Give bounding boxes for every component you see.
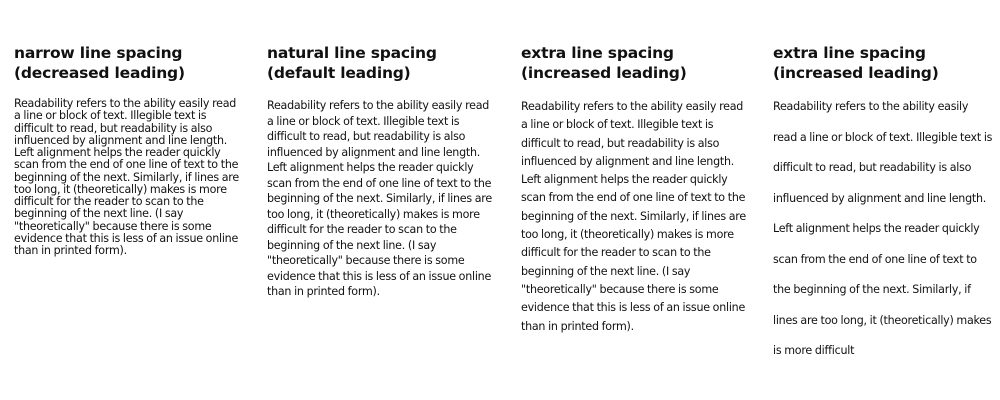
sample-paragraph: Readability refers to the ability easily read a line or block of text. Illegible text is difficult to read, but readability is also influenced by alignment and line length. Left alignment helps the reader quickly scan from the end of one line of text to the beginning of the next. Similarly, if lines are too long, it (theoretically) makes is more difficult for the reader to scan to the beginning of the next line. (I say "theoretically" because there is some evidence that this is less of an issue online than in printed form). [14, 97, 239, 257]
sample-paragraph: Readability refers to the ability easily read a line or block of text. Illegible text is difficult to read, but readability is also influenced by alignment and line length. Left alignment helps the reader quickly scan from the end of one line of text to the beginning of the next. Similarly, if lines are too long, it (theoretically) makes is more difficult for the reader to scan to the beginning of the next line. (I say "theoretically" because there is some evidence that this is less of an issue online than in printed form). [267, 99, 492, 298]
heading-line-1: extra line spacing [773, 44, 926, 62]
heading-line-2: (decreased leading) [14, 63, 185, 82]
column-heading [267, 44, 495, 83]
column-extra-spacing [521, 44, 749, 336]
column-extra-spacing-wide [773, 44, 995, 367]
heading-line-1: extra line spacing [521, 44, 674, 62]
column-heading [14, 44, 242, 83]
column-narrow-spacing [14, 44, 242, 257]
heading-line-1: narrow line spacing [14, 44, 183, 62]
heading-line-2: (increased leading) [521, 63, 687, 82]
column-heading [521, 44, 749, 83]
column-heading [773, 44, 995, 83]
sample-paragraph: Readability refers to the ability easily read a line or block of text. Illegible text is difficult to read, but readability is also influenced by alignment and line length. Left alignment helps the reader quickly scan from the end of one line of text to the beginning of the next. Similarly, if lines are too long, it (theoretically) makes is more difficult for the reader to scan to the beginning of the next line. (I say "theoretically" because there is some evidence that this is less of an issue online than in printed form). [521, 100, 746, 333]
heading-line-1: natural line spacing [267, 44, 437, 62]
heading-line-2: (increased leading) [773, 63, 939, 82]
column-natural-spacing [267, 44, 495, 300]
sample-paragraph: Readability refers to the ability easily read a line or block of text. Illegible text is difficult to read, but readability is also influenced by alignment and line length. Left alignment helps the reader quickly scan from the end of one line of text to the beginning of the next. Similarly, if lines are too long, it (theoretically) makes is more difficult [773, 100, 993, 357]
heading-line-2: (default leading) [267, 63, 411, 82]
